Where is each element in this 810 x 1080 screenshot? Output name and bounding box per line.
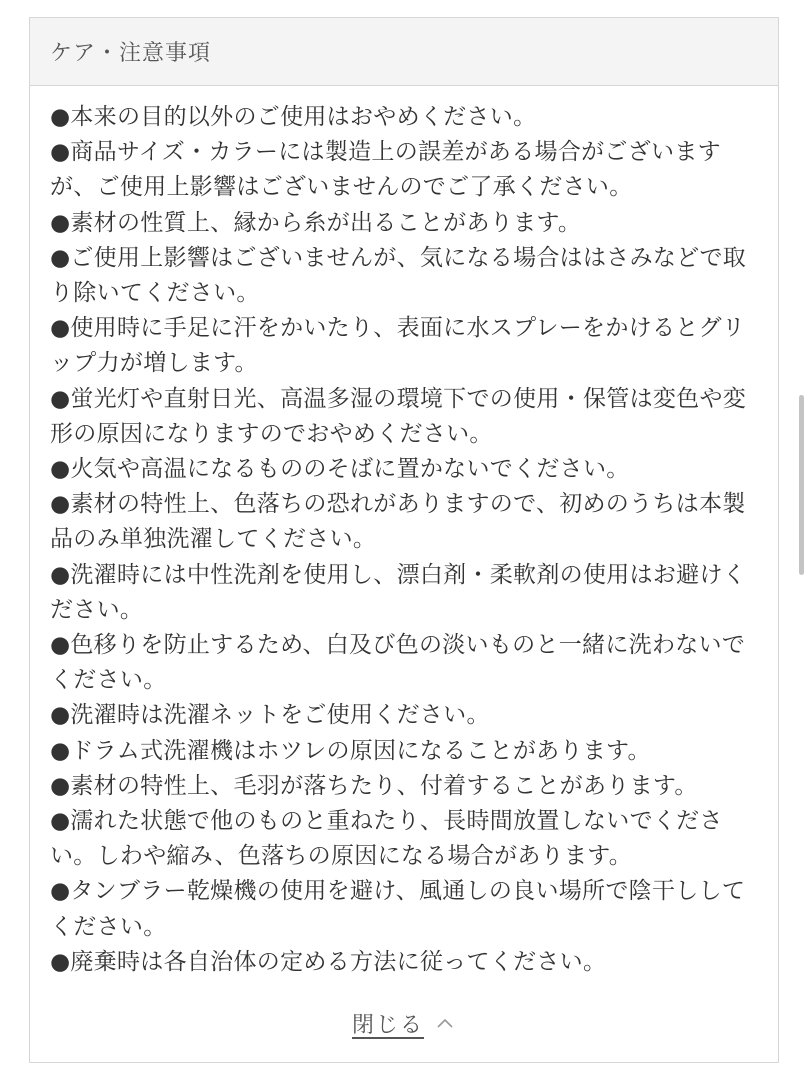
list-item: ●廃棄時は各自治体の定める方法に従ってください。: [50, 948, 607, 975]
close-button[interactable]: 閉じる: [351, 1013, 424, 1038]
panel-header: [30, 18, 778, 86]
care-notes-list: [50, 100, 758, 980]
list-item: ●色移りを防止するため、白及び色の淡いものと一緒に洗わないでください。: [50, 632, 746, 694]
list-item: ●商品サイズ・カラーには製造上の誤差がある場合がございますが、ご使用上影響はございませんのでご了承ください。: [50, 139, 721, 201]
list-item: ●本来の目的以外のご使用はおやめください。: [50, 104, 537, 130]
list-item: ●素材の性質上、縁から糸が出ることがあります。: [50, 209, 582, 236]
list-item: ●洗濯時は洗濯ネットをご使用ください。: [50, 702, 490, 729]
list-item: ●蛍光灯や直射日光、高温多湿の環境下での使用・保管は変色や変形の原因になりますのでおやめください。: [50, 385, 747, 447]
chevron-up-icon[interactable]: [434, 1013, 456, 1035]
list-item: ●使用時に手足に汗をかいたり、表面に水スプレーをかけるとグリップ力が増します。: [50, 315, 746, 377]
list-item: ●ドラム式洗濯機はホツレの原因になることがあります。: [50, 737, 651, 764]
close-row: [30, 1008, 778, 1039]
panel-title: ケア・注意事項: [50, 41, 212, 66]
list-item: ●洗濯時には中性洗剤を使用し、漂白剤・柔軟剤の使用はお避けください。: [50, 561, 747, 623]
panel-body: [30, 86, 778, 980]
list-item: ●火気や高温になるもののそばに置かないでください。: [50, 456, 630, 483]
list-item: ●素材の特性上、毛羽が落ちたり、付着することがあります。: [50, 772, 698, 799]
scrollbar[interactable]: [799, 395, 804, 575]
list-item: ●素材の特性上、色落ちの恐れがありますので、初めのうちは本製品のみ単独洗濯してください。: [50, 491, 746, 553]
list-item: ●濡れた状態で他のものと重ねたり、長時間放置しないでください。しわや縮み、色落ちの原因になる場合があります。: [50, 808, 723, 870]
list-item: ●ご使用上影響はございませんが、気になる場合ははさみなどで取り除いてください。: [50, 244, 747, 307]
care-notes-panel: [29, 17, 779, 1063]
list-item: ●タンブラー乾燥機の使用を避け、風通しの良い場所で陰干ししてください。: [50, 878, 746, 940]
